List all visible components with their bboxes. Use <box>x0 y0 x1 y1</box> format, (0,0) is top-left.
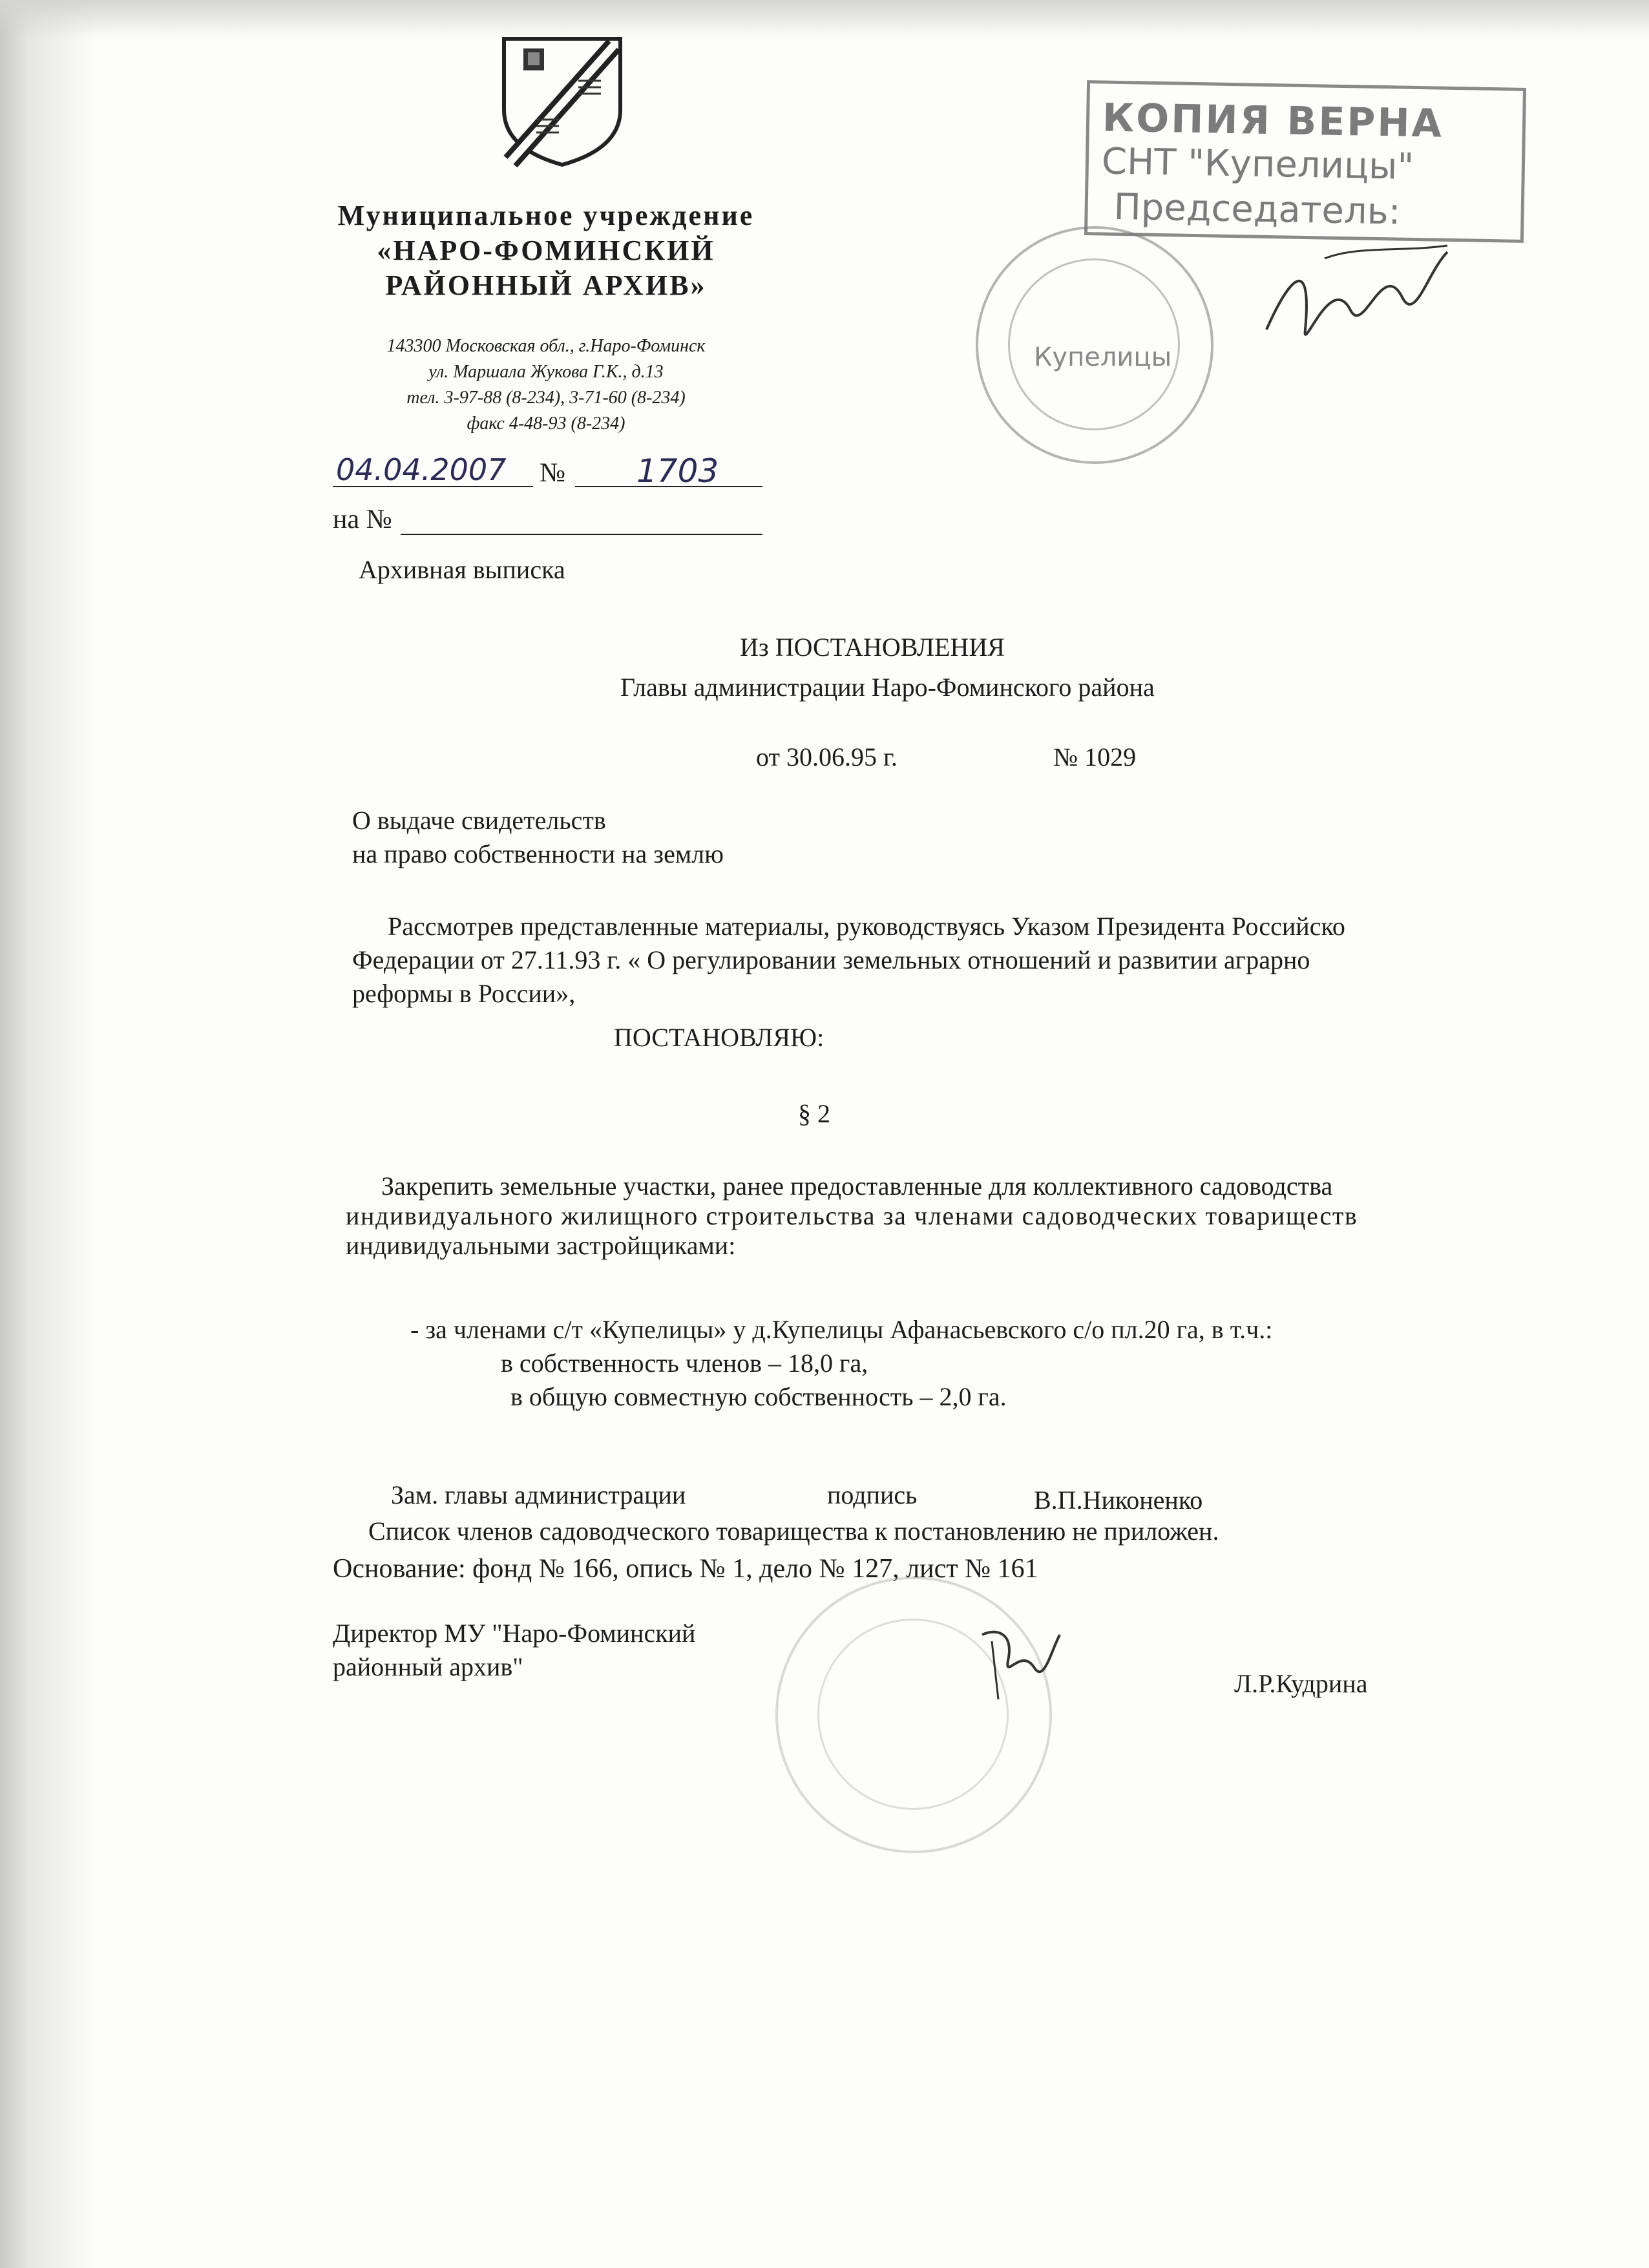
fax-line: факс 4-48-93 (8-234) <box>467 414 625 434</box>
scan-shadow-left <box>0 0 97 2268</box>
clause-line2: индивидуального жилищного строительства за членами садоводческих товариществ <box>346 1201 1358 1230</box>
appendix-note: Список членов садоводческого товарищества к постановлению не приложен. <box>368 1517 1219 1546</box>
decree-number: № 1029 <box>1053 742 1137 772</box>
reply-to-line <box>401 534 762 535</box>
land-item-line2: в собственность членов – 18,0 га, <box>501 1349 868 1378</box>
document-type: Архивная выписка <box>359 555 565 584</box>
org-name-line3: РАЙОННЫЙ АРХИВ» <box>385 269 707 301</box>
signatory-name: В.П.Никоненко <box>1034 1486 1203 1515</box>
archive-basis: Основание: фонд № 166, опись № 1, дело № 127, лист № 161 <box>333 1554 1038 1584</box>
address-line1: 143300 Московская обл., г.Наро-Фоминск <box>386 336 706 356</box>
signatory-role: Зам. главы администрации <box>391 1480 686 1509</box>
preamble-line1: Рассмотрев представленные материалы, руководствуясь Указом Президента Российско <box>388 912 1345 941</box>
decree-from-title: Из ПОСТАНОВЛЕНИЯ <box>740 633 1005 662</box>
clause-line1: Закрепить земельные участки, ранее предоставленные для коллективного садоводства <box>381 1171 1333 1201</box>
org-name-line1: Муниципальное учреждение <box>337 200 755 231</box>
subject-line2: на право собственности на землю <box>352 839 724 868</box>
stamp-line2: СНТ "Купелицы" <box>1101 140 1414 188</box>
reply-to-label: на № <box>333 505 392 534</box>
director-title-line2: районный архив" <box>333 1652 523 1681</box>
subject-line1: О выдаче свидетельств <box>352 806 606 835</box>
outgoing-number-label: № <box>540 458 566 488</box>
decree-date: от 30.06.95 г. <box>756 742 898 772</box>
address-line2: ул. Маршала Жукова Г.К., д.13 <box>428 362 664 382</box>
coat-of-arms-emblem <box>498 32 627 168</box>
decree-issuer: Главы администрации Наро-Фоминского района <box>620 673 1155 702</box>
director-name: Л.Р.Кудрина <box>1234 1669 1368 1698</box>
preamble-line3: реформы в России», <box>352 979 576 1008</box>
stamp-line3: Председатель: <box>1113 185 1402 233</box>
preamble-line2: Федерации от 27.11.93 г. « О регулировании земельных отношений и развитии аграрно <box>352 945 1310 974</box>
phones-line: тел. 3-97-88 (8-234), 3-71-60 (8-234) <box>406 388 686 408</box>
clause-line3: индивидуальными застройщиками: <box>346 1231 736 1260</box>
section-number: § 2 <box>798 1099 830 1128</box>
director-title-line1: Директор МУ "Наро-Фоминский <box>333 1619 696 1648</box>
outgoing-number: 1703 <box>636 452 719 490</box>
scan-shadow-top <box>0 0 1649 39</box>
chairman-signature <box>1254 233 1467 375</box>
land-item-line1: - за членами с/т «Купелицы» у д.Купелицы Афанасьевского с/о пл.20 га, в т.ч.: <box>410 1315 1273 1344</box>
copy-certified-stamp <box>1084 80 1526 243</box>
decree-word: ПОСТАНОВЛЯЮ: <box>614 1023 824 1052</box>
outgoing-date: 04.04.2007 <box>336 452 507 487</box>
land-item-line3: в общую совместную собственность – 2,0 га. <box>510 1382 1007 1411</box>
stamp-line1: КОПИЯ ВЕРНА <box>1102 95 1444 147</box>
signature-placeholder: подпись <box>827 1480 918 1509</box>
org-name-line2: «НАРО-ФОМИНСКИЙ <box>377 235 715 266</box>
seal-text: Купелицы <box>1034 342 1172 372</box>
director-signature <box>969 1622 1073 1706</box>
